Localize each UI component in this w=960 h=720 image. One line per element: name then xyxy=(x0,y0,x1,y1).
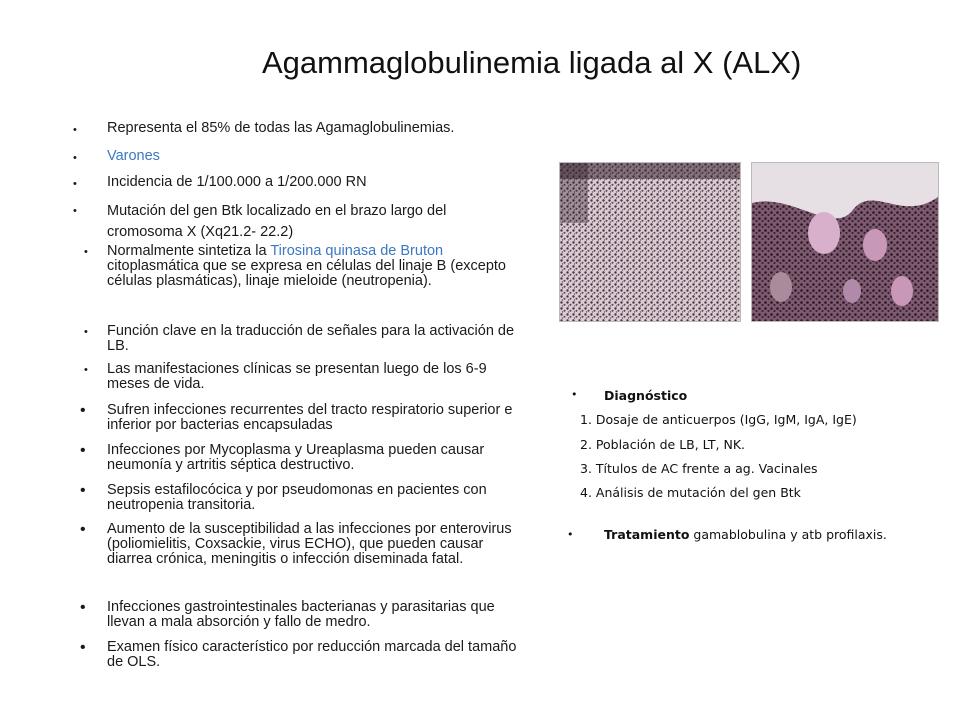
tratamiento-label: Tratamiento xyxy=(604,527,690,542)
tratamiento-bullet-dot: • xyxy=(567,528,574,541)
bullet-dot: • xyxy=(73,152,77,164)
sub-bullet-2: Función clave en la traducción de señales para la activación de LB. xyxy=(107,323,515,354)
clinical-item-4: Aumento de la susceptibilidad a las infecciones por enterovirus (poliomielitis, Coxsackie, virus ECHO), que pueden causar diarrea crónica, meningitis o infección diseminada fatal. xyxy=(107,521,512,567)
sub-bullet-dot: • xyxy=(84,326,88,338)
histology-image-1 xyxy=(559,162,741,322)
clinical-item-3: Sepsis estafilocócica y por pseudomonas en pacientes con neutropenia transitoria. xyxy=(107,482,487,513)
diagnostico-item-4: 4. Análisis de mutación del gen Btk xyxy=(580,485,801,500)
diagnostico-item-3: 3. Títulos de AC frente a ag. Vacinales xyxy=(580,461,818,476)
bruton-kinase-highlight: Tirosina quinasa de Bruton xyxy=(270,243,444,259)
bullet-item-2: Varones xyxy=(107,148,160,164)
bullet-item-1: Representa el 85% de todas las Agamaglobulinemias. xyxy=(107,120,455,136)
bullet-item-4 xyxy=(107,201,527,243)
slide-title: Agammaglobulinemia ligada al X (ALX) xyxy=(262,45,802,80)
sub-bullet-dot: • xyxy=(84,246,88,258)
tratamiento-text: gamablobulina y atb profilaxis. xyxy=(689,527,887,542)
bullet-dot: • xyxy=(73,124,77,136)
clinical-bullet-dot: • xyxy=(80,599,86,616)
bullet-item-4-line-2: cromosoma X (Xq21.2- 22.2) xyxy=(107,224,294,240)
clinical-bullet-dot: • xyxy=(80,482,86,499)
diagnostico-bullet-dot: • xyxy=(571,388,578,401)
tratamiento-line xyxy=(604,527,887,542)
clinical-item-2: Infecciones por Mycoplasma y Ureaplasma pueden causar neumonía y artritis séptica destructivo. xyxy=(107,442,485,473)
clinical-item-6: Examen físico característico por reducción marcada del tamaño de OLS. xyxy=(107,639,517,670)
sub-bullet-1-rest: citoplasmática que se expresa en células del linaje B (excepto células plasmáticas), linaje mieloide (neutropenia). xyxy=(107,258,506,289)
diagnostico-heading: Diagnóstico xyxy=(604,388,688,403)
bullet-dot: • xyxy=(73,205,77,217)
sub-bullet-1 xyxy=(107,244,527,289)
diagnostico-item-2: 2. Población de LB, LT, NK. xyxy=(580,437,746,452)
clinical-bullet-dot: • xyxy=(80,521,86,538)
diagnostico-item-1: 1. Dosaje de anticuerpos (IgG, IgM, IgA, IgE) xyxy=(580,412,857,427)
clinical-item-1: Sufren infecciones recurrentes del tracto respiratorio superior e inferior por bacterias encapsuladas xyxy=(107,402,513,433)
bullet-item-4-line-1: Mutación del gen Btk localizado en el brazo largo del xyxy=(107,203,447,219)
sub-bullet-1-prefix: Normalmente sintetiza la xyxy=(107,243,271,259)
histology-image-2 xyxy=(751,162,939,322)
bullet-item-3: Incidencia de 1/100.000 a 1/200.000 RN xyxy=(107,174,367,190)
sub-bullet-dot: • xyxy=(84,364,88,376)
clinical-item-5: Infecciones gastrointestinales bacterianas y parasitarias que llevan a mala absorción y fallo de medro. xyxy=(107,599,495,630)
clinical-bullet-dot: • xyxy=(80,442,86,459)
clinical-bullet-dot: • xyxy=(80,639,86,656)
bullet-dot: • xyxy=(73,178,77,190)
clinical-bullet-dot: • xyxy=(80,402,86,419)
sub-bullet-3: Las manifestaciones clínicas se presentan luego de los 6-9 meses de vida. xyxy=(107,361,487,392)
